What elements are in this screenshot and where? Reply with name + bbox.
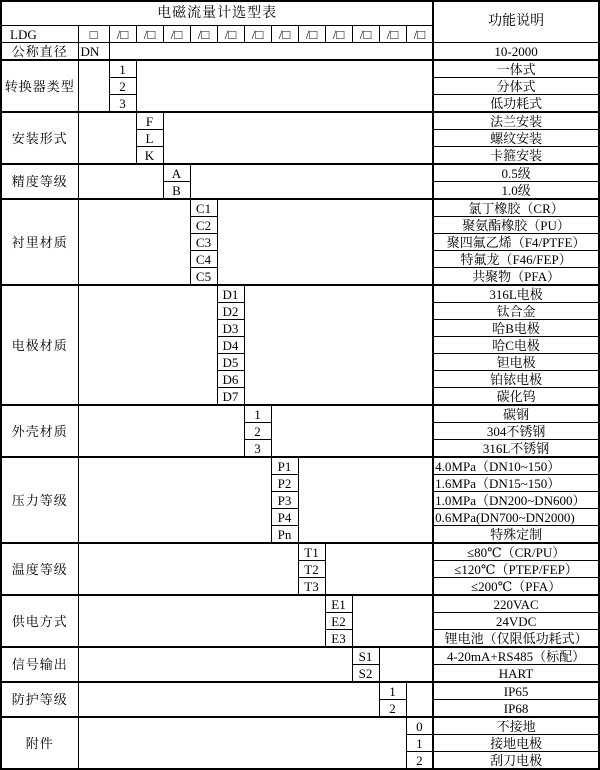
option-function: HART <box>433 665 599 683</box>
option-code: 1 <box>406 735 433 752</box>
option-function: 1.0MPa（DN200~DN600） <box>433 492 599 509</box>
option-function: 24VDC <box>433 613 599 630</box>
spacer-cell <box>406 682 433 717</box>
category-label-signal-output: 信号输出 <box>1 647 78 682</box>
option-function: 氯丁橡胶（CR） <box>433 199 599 217</box>
category-label-lining-material: 衬里材质 <box>1 199 78 285</box>
category-label-installation: 安装形式 <box>1 112 78 164</box>
category-label-converter-type: 转换器类型 <box>1 60 78 112</box>
option-function: 法兰安装 <box>433 112 599 130</box>
spacer-cell <box>78 199 190 285</box>
option-code: C5 <box>190 268 217 286</box>
spacer-cell <box>379 647 433 682</box>
spacer-cell <box>78 647 352 682</box>
category-label-accessories: 附件 <box>1 717 78 769</box>
model-code-slot: /□ <box>136 26 163 43</box>
model-code-box: □ <box>78 26 109 43</box>
option-code: P3 <box>271 492 298 509</box>
spacer-cell <box>163 112 433 164</box>
option-code: 2 <box>244 423 271 440</box>
option-code: 3 <box>109 95 136 113</box>
option-function: 聚四氟乙烯（F4/PTFE） <box>433 234 599 251</box>
function-column-header: 功能说明 <box>433 1 599 43</box>
option-function: 一体式 <box>433 60 599 78</box>
category-label-electrode-material: 电极材质 <box>1 285 78 405</box>
model-code-slot: /□ <box>163 26 190 43</box>
option-function: 聚氨酯橡胶（PU） <box>433 217 599 234</box>
option-function: 哈C电极 <box>433 337 599 354</box>
model-code-slot: /□ <box>244 26 271 43</box>
option-function: 220VAC <box>433 595 599 613</box>
option-code: T2 <box>298 561 325 578</box>
option-function: 1.6MPa（DN15~150） <box>433 475 599 492</box>
spacer-cell <box>271 405 433 457</box>
option-function: 刮刀电极 <box>433 752 599 770</box>
model-code-slot: /□ <box>325 26 352 43</box>
spacer-cell <box>78 543 298 595</box>
model-code-slot: /□ <box>406 26 433 43</box>
model-prefix: LDG <box>1 26 78 43</box>
option-code: C3 <box>190 234 217 251</box>
option-function: ≤120℃（PTEP/FEP） <box>433 561 599 578</box>
option-function: 卡箍安装 <box>433 147 599 165</box>
model-code-slot: /□ <box>271 26 298 43</box>
option-function: ≤80℃（CR/PU） <box>433 543 599 561</box>
option-code: E2 <box>325 613 352 630</box>
model-code-slot: /□ <box>379 26 406 43</box>
spacer-cell <box>190 164 433 199</box>
option-code: C2 <box>190 217 217 234</box>
option-function: 不接地 <box>433 717 599 735</box>
option-function: 接地电极 <box>433 735 599 752</box>
option-code: E3 <box>325 630 352 648</box>
spacer-cell <box>78 595 325 647</box>
option-code: D3 <box>217 320 244 337</box>
option-code: P1 <box>271 457 298 475</box>
option-function: 螺纹安装 <box>433 130 599 147</box>
spacer-cell <box>78 60 109 112</box>
option-function: 碳化钨 <box>433 388 599 406</box>
option-code: 3 <box>244 440 271 458</box>
option-code: B <box>163 182 190 200</box>
category-label-temperature-rating: 温度等级 <box>1 543 78 595</box>
model-code-slot: /□ <box>217 26 244 43</box>
option-function: IP65 <box>433 682 599 700</box>
option-code: 0 <box>406 717 433 735</box>
option-code: D7 <box>217 388 244 406</box>
option-code: 2 <box>379 700 406 718</box>
option-code: P4 <box>271 509 298 526</box>
option-function: 10-2000 <box>433 43 599 61</box>
spacer-cell <box>244 285 433 405</box>
spacer-cell <box>78 164 163 199</box>
spacer-cell <box>78 285 217 405</box>
option-function: 共聚物（PFA） <box>433 268 599 286</box>
option-function: 钽电极 <box>433 354 599 371</box>
option-function: 低功耗式 <box>433 95 599 113</box>
option-code: 1 <box>109 60 136 78</box>
option-code: 2 <box>406 752 433 770</box>
option-function: ≤200℃（PFA） <box>433 578 599 596</box>
option-code: T3 <box>298 578 325 596</box>
spacer-cell <box>78 682 379 717</box>
option-function: 哈B电极 <box>433 320 599 337</box>
model-code-slot: /□ <box>298 26 325 43</box>
option-code: E1 <box>325 595 352 613</box>
spacer-cell <box>136 60 433 112</box>
spacer-cell <box>78 717 406 769</box>
option-code: 1 <box>379 682 406 700</box>
option-code: A <box>163 164 190 182</box>
option-function: 分体式 <box>433 78 599 95</box>
option-function: 特殊定制 <box>433 526 599 544</box>
spacer-cell <box>352 595 433 647</box>
option-code: P2 <box>271 475 298 492</box>
option-code: Pn <box>271 526 298 544</box>
option-function: IP68 <box>433 700 599 718</box>
option-code: L <box>136 130 163 147</box>
option-code: D2 <box>217 303 244 320</box>
spacer-cell <box>109 43 433 61</box>
option-code: DN <box>78 43 109 61</box>
option-code: F <box>136 112 163 130</box>
category-label-housing-material: 外壳材质 <box>1 405 78 457</box>
spacer-cell <box>325 543 433 595</box>
option-code: C1 <box>190 199 217 217</box>
option-code: 1 <box>244 405 271 423</box>
option-code: D6 <box>217 371 244 388</box>
category-label-accuracy: 精度等级 <box>1 164 78 199</box>
model-code-slot: /□ <box>190 26 217 43</box>
option-code: S1 <box>352 647 379 665</box>
table-title: 电磁流量计选型表 <box>1 1 433 26</box>
spacer-cell <box>78 457 271 543</box>
option-code: D4 <box>217 337 244 354</box>
spacer-cell <box>78 405 244 457</box>
model-code-slot: /□ <box>352 26 379 43</box>
option-function: 1.0级 <box>433 182 599 200</box>
option-code: D5 <box>217 354 244 371</box>
option-function: 碳钢 <box>433 405 599 423</box>
spacer-cell <box>217 199 433 285</box>
option-code: T1 <box>298 543 325 561</box>
option-code: 2 <box>109 78 136 95</box>
option-code: C4 <box>190 251 217 268</box>
option-function: 0.5级 <box>433 164 599 182</box>
option-code: D1 <box>217 285 244 303</box>
category-label-power-supply: 供电方式 <box>1 595 78 647</box>
option-function: 钛合金 <box>433 303 599 320</box>
option-function: 特氟龙（F46/FEP） <box>433 251 599 268</box>
category-label-pressure-rating: 压力等级 <box>1 457 78 543</box>
option-function: 4.0MPa（DN10~150） <box>433 457 599 475</box>
option-function: 铂铱电极 <box>433 371 599 388</box>
option-function: 4-20mA+RS485（标配） <box>433 647 599 665</box>
category-label-protection-rating: 防护等级 <box>1 682 78 717</box>
option-function: 0.6MPa(DN700~DN2000) <box>433 509 599 526</box>
category-label-diameter: 公称直径 <box>1 43 78 61</box>
option-code: S2 <box>352 665 379 683</box>
spacer-cell <box>298 457 433 543</box>
option-function: 304不锈钢 <box>433 423 599 440</box>
option-function: 316L不锈钢 <box>433 440 599 458</box>
model-code-slot: /□ <box>109 26 136 43</box>
option-code: K <box>136 147 163 165</box>
option-function: 316L电极 <box>433 285 599 303</box>
option-function: 锂电池（仅限低功耗式） <box>433 630 599 648</box>
spacer-cell <box>78 112 136 164</box>
